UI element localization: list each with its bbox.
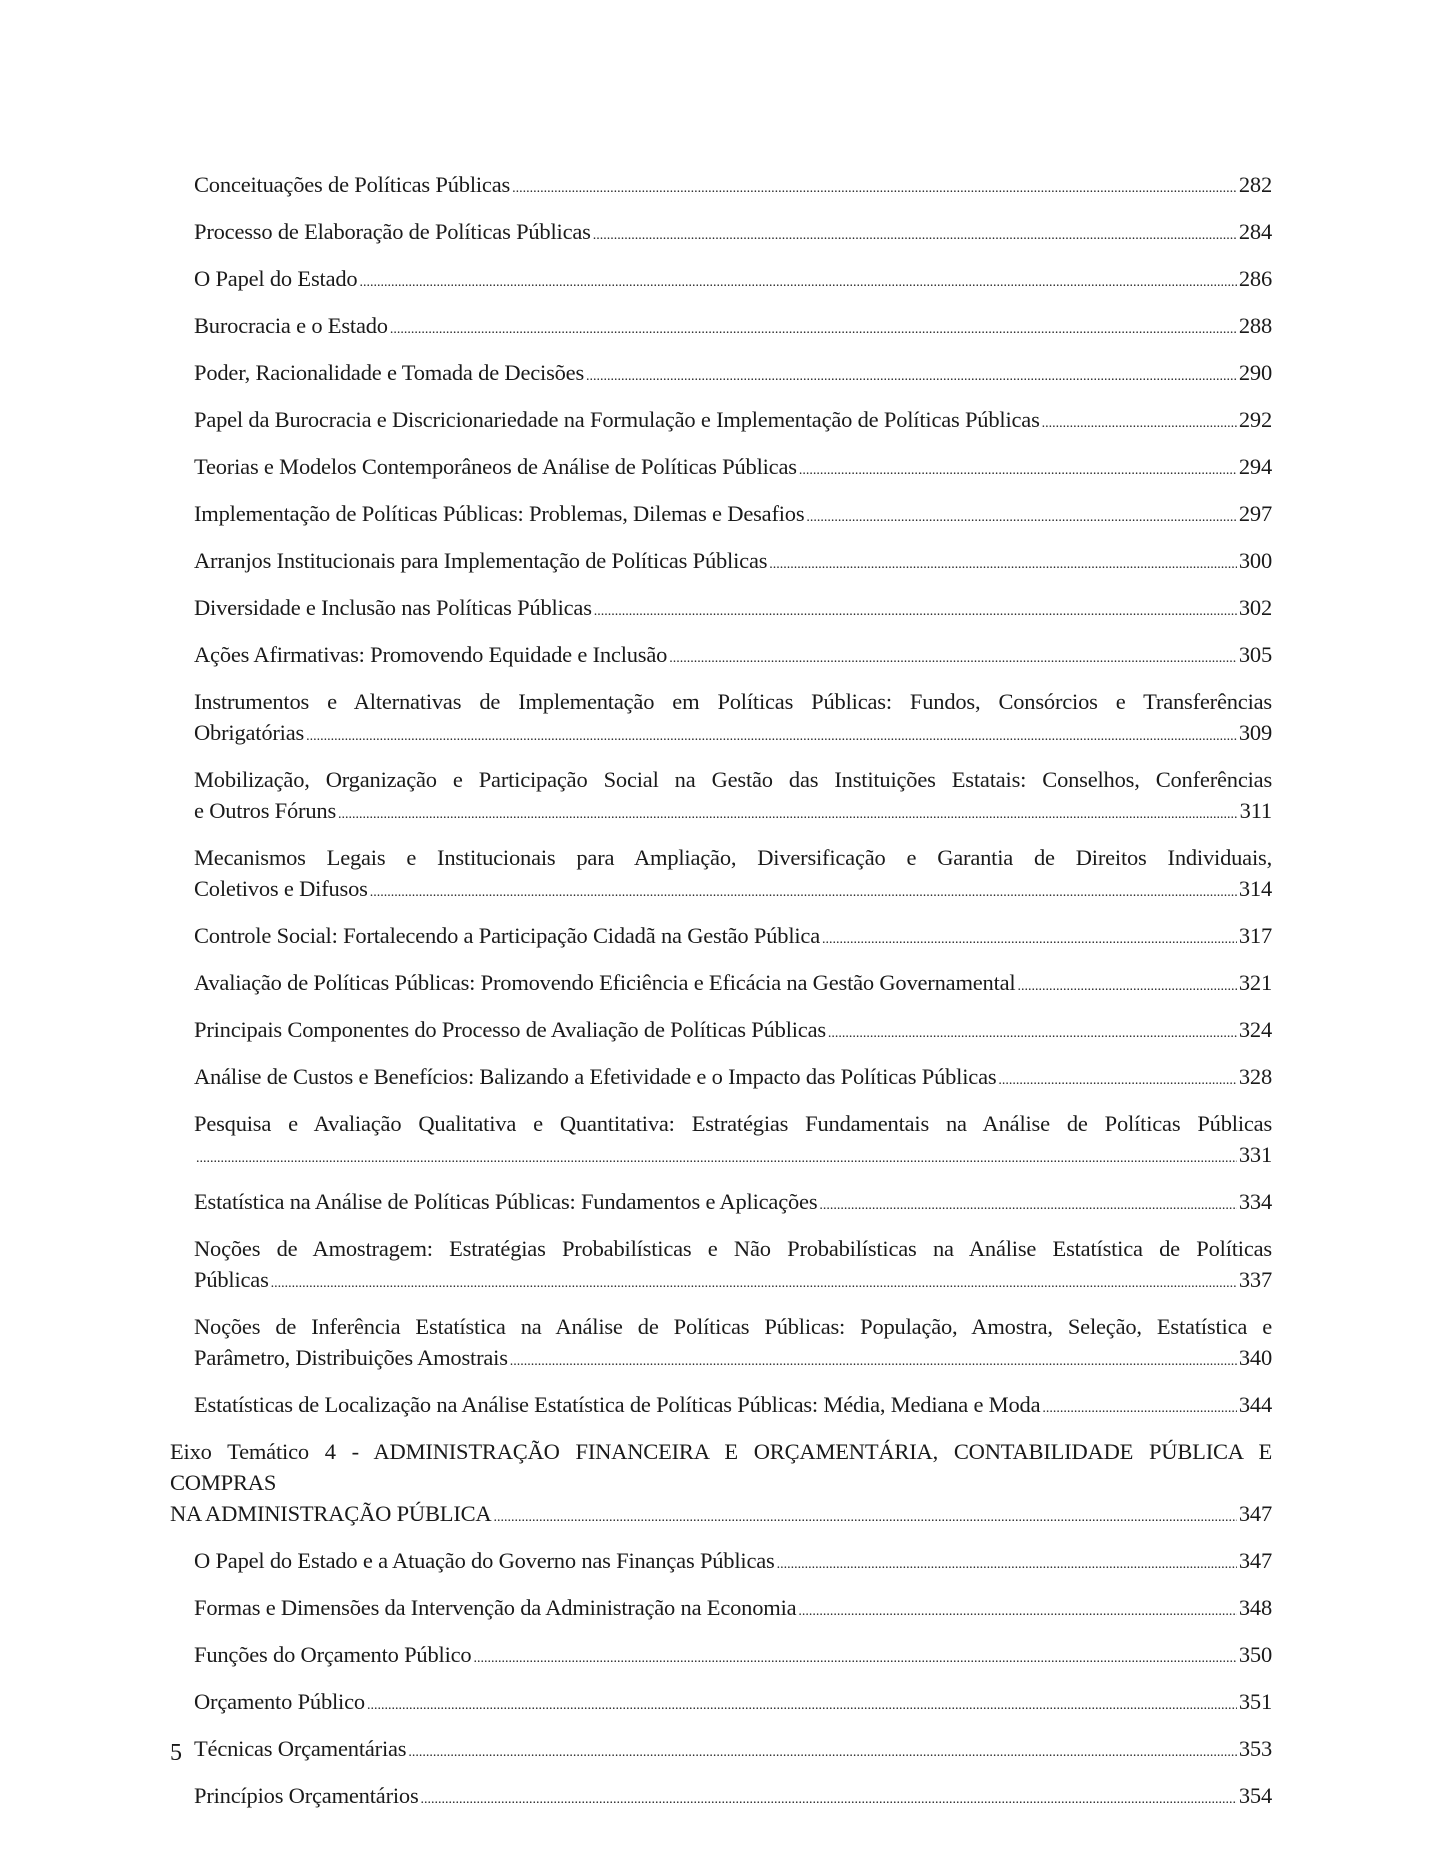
toc-entry-row bbox=[194, 357, 1272, 392]
toc-entry[interactable] bbox=[194, 1545, 1272, 1580]
toc-entry-row bbox=[194, 1686, 1272, 1721]
toc-entry-title: Processo de Elaboração de Políticas Públicas bbox=[194, 219, 591, 244]
dot-leader bbox=[769, 549, 1237, 580]
toc-entry-row bbox=[194, 169, 1272, 204]
toc-entry-row bbox=[194, 498, 1272, 533]
dot-leader bbox=[367, 1690, 1237, 1721]
toc-entry-page: 292 bbox=[1238, 407, 1272, 432]
toc-entry-title: Ações Afirmativas: Promovendo Equidade e Inclusão bbox=[194, 642, 668, 667]
dot-leader bbox=[586, 361, 1237, 392]
toc-entry-page: 311 bbox=[1239, 798, 1272, 823]
toc-entry-page: 297 bbox=[1238, 501, 1272, 526]
toc-entry[interactable] bbox=[194, 1186, 1272, 1221]
toc-entry-title: O Papel do Estado e a Atuação do Governo nas Finanças Públicas bbox=[194, 1548, 775, 1573]
dot-leader bbox=[799, 455, 1237, 486]
toc-entry-row bbox=[194, 1014, 1272, 1049]
toc-entry-row bbox=[170, 1498, 1272, 1533]
dot-leader bbox=[1042, 408, 1237, 439]
toc-entry-page: 331 bbox=[1238, 1142, 1272, 1167]
toc-entry-page: 294 bbox=[1238, 454, 1272, 479]
toc-entry[interactable] bbox=[194, 169, 1272, 204]
toc-entry[interactable] bbox=[194, 216, 1272, 251]
toc-entry-row bbox=[194, 717, 1272, 752]
toc-entry-title: Controle Social: Fortalecendo a Participação Cidadã na Gestão Pública bbox=[194, 923, 820, 948]
toc-entry-title: Técnicas Orçamentárias bbox=[194, 1736, 407, 1761]
toc-entry-page: 337 bbox=[1238, 1267, 1272, 1292]
toc-entry[interactable] bbox=[194, 967, 1272, 1002]
toc-entry-page: 354 bbox=[1238, 1783, 1272, 1808]
toc-entry-title: NA ADMINISTRAÇÃO PÚBLICA bbox=[170, 1501, 492, 1526]
toc-entry-page: 314 bbox=[1238, 876, 1272, 901]
toc-entry-page: 347 bbox=[1238, 1501, 1272, 1526]
toc-entry-title: Burocracia e o Estado bbox=[194, 313, 388, 338]
toc-entry-title-line: Eixo Temático 4 - ADMINISTRAÇÃO FINANCEIRA E ORÇAMENTÁRIA, CONTABILIDADE PÚBLICA E COMPRAS bbox=[170, 1439, 1272, 1495]
dot-leader bbox=[510, 1346, 1237, 1377]
dot-leader bbox=[798, 1596, 1236, 1627]
toc-entry[interactable] bbox=[194, 1014, 1272, 1049]
toc-entry-title: Parâmetro, Distribuições Amostrais bbox=[194, 1345, 508, 1370]
toc-entry[interactable] bbox=[194, 404, 1272, 439]
toc-entry-row bbox=[194, 1061, 1272, 1096]
toc-entry-row bbox=[194, 216, 1272, 251]
toc-entry-row bbox=[194, 1342, 1272, 1377]
dot-leader bbox=[806, 502, 1236, 533]
toc-entry-title: Princípios Orçamentários bbox=[194, 1783, 419, 1808]
toc-entry[interactable] bbox=[194, 639, 1272, 674]
toc-entry-row bbox=[194, 1592, 1272, 1627]
toc-entry[interactable] bbox=[194, 263, 1272, 298]
toc-entry-page: 305 bbox=[1238, 642, 1272, 667]
toc-entry-page: 344 bbox=[1238, 1392, 1272, 1417]
toc-entry-row bbox=[194, 1139, 1272, 1174]
toc-entry[interactable] bbox=[194, 764, 1272, 830]
toc-entry-title: Implementação de Políticas Públicas: Problemas, Dilemas e Desafios bbox=[194, 501, 805, 526]
dot-leader bbox=[359, 267, 1236, 298]
toc-entry-row bbox=[194, 1264, 1272, 1299]
dot-leader bbox=[390, 314, 1237, 345]
dot-leader bbox=[777, 1549, 1237, 1580]
toc-entry[interactable] bbox=[194, 1686, 1272, 1721]
toc-entry-title: Funções do Orçamento Público bbox=[194, 1642, 472, 1667]
toc-entry[interactable] bbox=[194, 357, 1272, 392]
toc-entry-title-line: Instrumentos e Alternativas de Implementação em Políticas Públicas: Fundos, Consórcios e Transferências bbox=[194, 689, 1272, 714]
toc-entry-title-line: Mobilização, Organização e Participação Social na Gestão das Instituições Estatais: Conselhos, Conferências bbox=[194, 767, 1272, 792]
toc-entry-row bbox=[194, 1780, 1272, 1815]
toc-entry-page: 286 bbox=[1238, 266, 1272, 291]
toc-entry-title: Formas e Dimensões da Intervenção da Administração na Economia bbox=[194, 1595, 797, 1620]
toc-entry[interactable] bbox=[194, 920, 1272, 955]
toc-entry[interactable] bbox=[194, 451, 1272, 486]
toc-entry-title: Estatísticas de Localização na Análise Estatística de Políticas Públicas: Média, Mediana e Moda bbox=[194, 1392, 1041, 1417]
toc-entry[interactable] bbox=[194, 1061, 1272, 1096]
toc-entry-page: 350 bbox=[1238, 1642, 1272, 1667]
dot-leader bbox=[338, 799, 1238, 830]
toc-entry-page: 351 bbox=[1238, 1689, 1272, 1714]
dot-leader bbox=[493, 1502, 1236, 1533]
toc-entry-row bbox=[194, 310, 1272, 345]
toc-entry-page: 284 bbox=[1238, 219, 1272, 244]
toc-entry-title: O Papel do Estado bbox=[194, 266, 358, 291]
toc-entry-page: 334 bbox=[1238, 1189, 1272, 1214]
toc-entry-row bbox=[194, 873, 1272, 908]
dot-leader bbox=[593, 220, 1237, 251]
toc-entry[interactable] bbox=[194, 686, 1272, 752]
toc-entry-page: 347 bbox=[1238, 1548, 1272, 1573]
toc-entry[interactable] bbox=[194, 498, 1272, 533]
dot-leader bbox=[1017, 971, 1236, 1002]
toc-entry-title-line: Noções de Amostragem: Estratégias Probabilísticas e Não Probabilísticas na Análise Estatística de Políticas bbox=[194, 1236, 1272, 1261]
dot-leader bbox=[271, 1268, 1237, 1299]
dot-leader bbox=[822, 924, 1237, 955]
toc-entry-row bbox=[194, 1389, 1272, 1424]
toc-entry-title: Obrigatórias bbox=[194, 720, 305, 745]
toc-entry[interactable] bbox=[194, 310, 1272, 345]
toc-entry-page: 317 bbox=[1238, 923, 1272, 948]
dot-leader bbox=[594, 596, 1237, 627]
toc-entry-row bbox=[194, 967, 1272, 1002]
toc-entry-page: 302 bbox=[1238, 595, 1272, 620]
toc-entry[interactable] bbox=[194, 1233, 1272, 1299]
toc-entry-title: Coletivos e Difusos bbox=[194, 876, 368, 901]
toc-entry[interactable] bbox=[194, 1733, 1272, 1768]
toc-entry-row bbox=[194, 404, 1272, 439]
toc-entry-page: 328 bbox=[1238, 1064, 1272, 1089]
toc-entry-title: Teorias e Modelos Contemporâneos de Análise de Políticas Públicas bbox=[194, 454, 797, 479]
toc-entry-title-line: Pesquisa e Avaliação Qualitativa e Quantitativa: Estratégias Fundamentais na Análise de Políticas Públicas bbox=[194, 1111, 1272, 1136]
toc-entry-title-line: Mecanismos Legais e Institucionais para Ampliação, Diversificação e Garantia de Direitos Individuais, bbox=[194, 845, 1272, 870]
toc-entry-page: 290 bbox=[1238, 360, 1272, 385]
toc-entry-page: 353 bbox=[1238, 1736, 1272, 1761]
toc-entry-page: 300 bbox=[1238, 548, 1272, 573]
toc-entry-title: Papel da Burocracia e Discricionariedade na Formulação e Implementação de Políticas Públicas bbox=[194, 407, 1040, 432]
toc-entry-row bbox=[194, 1186, 1272, 1221]
dot-leader bbox=[819, 1190, 1236, 1221]
dot-leader bbox=[1042, 1393, 1236, 1424]
dot-leader bbox=[828, 1018, 1237, 1049]
toc-entry-title: Conceituações de Políticas Públicas bbox=[194, 172, 511, 197]
toc-entry-page: 348 bbox=[1238, 1595, 1272, 1620]
toc-section-heading[interactable] bbox=[170, 1436, 1272, 1533]
toc-entry-title: Diversidade e Inclusão nas Políticas Públicas bbox=[194, 595, 592, 620]
toc-entry-title-line: Noções de Inferência Estatística na Análise de Políticas Públicas: População, Amostra, Seleção, Estatística e bbox=[194, 1314, 1272, 1339]
table-of-contents bbox=[170, 169, 1272, 1827]
dot-leader bbox=[512, 173, 1237, 204]
toc-entry-row bbox=[194, 639, 1272, 674]
dot-leader bbox=[408, 1737, 1236, 1768]
toc-entry-title: Avaliação de Políticas Públicas: Promovendo Eficiência e Eficácia na Gestão Governamental bbox=[194, 970, 1016, 995]
toc-entry-title: Análise de Custos e Benefícios: Balizando a Efetividade e o Impacto das Políticas Públicas bbox=[194, 1064, 997, 1089]
toc-entry[interactable] bbox=[194, 842, 1272, 908]
dot-leader bbox=[196, 1143, 1237, 1174]
dot-leader bbox=[669, 643, 1237, 674]
toc-entry-title: Orçamento Público bbox=[194, 1689, 365, 1714]
toc-entry[interactable] bbox=[194, 545, 1272, 580]
toc-entry-row bbox=[194, 920, 1272, 955]
toc-entry[interactable] bbox=[194, 592, 1272, 627]
dot-leader bbox=[998, 1065, 1236, 1096]
dot-leader bbox=[306, 721, 1237, 752]
toc-entry[interactable] bbox=[194, 1108, 1272, 1174]
toc-entry-title: Arranjos Institucionais para Implementação de Políticas Públicas bbox=[194, 548, 768, 573]
toc-entry[interactable] bbox=[194, 1780, 1272, 1815]
toc-entry[interactable] bbox=[194, 1311, 1272, 1377]
toc-entry-row bbox=[194, 1733, 1272, 1768]
toc-entry-title: Estatística na Análise de Políticas Públicas: Fundamentos e Aplicações bbox=[194, 1189, 818, 1214]
page-number: 5 bbox=[170, 1740, 182, 1766]
toc-entry-row bbox=[194, 451, 1272, 486]
toc-entry-page: 282 bbox=[1238, 172, 1272, 197]
toc-entry-page: 309 bbox=[1238, 720, 1272, 745]
toc-entry-title: Principais Componentes do Processo de Avaliação de Políticas Públicas bbox=[194, 1017, 826, 1042]
toc-entry-row bbox=[194, 545, 1272, 580]
toc-entry-row bbox=[194, 795, 1272, 830]
toc-entry-row bbox=[194, 1639, 1272, 1674]
dot-leader bbox=[421, 1784, 1237, 1815]
toc-entry[interactable] bbox=[194, 1592, 1272, 1627]
toc-entry-title: Públicas bbox=[194, 1267, 269, 1292]
toc-entry-page: 321 bbox=[1238, 970, 1272, 995]
toc-entry-page: 288 bbox=[1238, 313, 1272, 338]
toc-entry-row bbox=[194, 1545, 1272, 1580]
toc-entry-page: 340 bbox=[1238, 1345, 1272, 1370]
toc-entry-row bbox=[194, 263, 1272, 298]
dot-leader bbox=[370, 877, 1237, 908]
toc-entry-title: Poder, Racionalidade e Tomada de Decisões bbox=[194, 360, 585, 385]
toc-entry[interactable] bbox=[194, 1389, 1272, 1424]
toc-entry-title: e Outros Fóruns bbox=[194, 798, 336, 823]
toc-entry-row bbox=[194, 592, 1272, 627]
dot-leader bbox=[473, 1643, 1236, 1674]
toc-entry-page: 324 bbox=[1238, 1017, 1272, 1042]
toc-entry[interactable] bbox=[194, 1639, 1272, 1674]
